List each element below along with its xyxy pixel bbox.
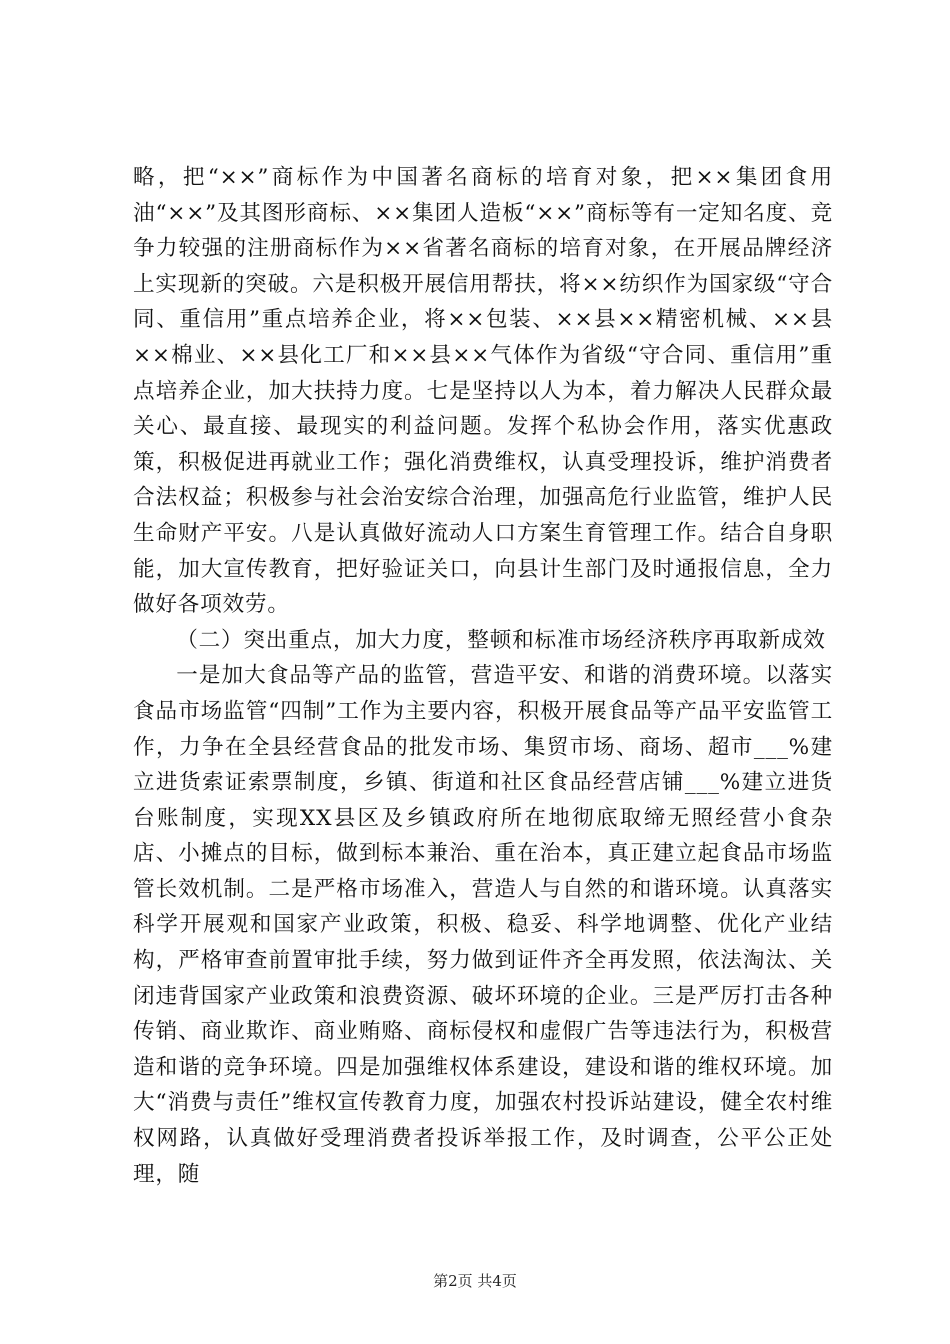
section-heading: （二）突出重点，加大力度，整顿和标准市场经济秩序再取新成效 <box>176 627 826 653</box>
body-paragraph: 略，把“××”商标作为中国著名商标的培育对象，把××集团食用油“××”及其图形商标、××集团人造板“××”商标等有一定知名度、竞争力较强的注册商标作为××省著名商标的培育对象，在开展品牌经济上实现新的突破。六是积极开展信用帮扶，将××纺织作为国家级“守合同、重信用”重点培养企业，将××包装、××县××精密机械、××县××棉业、××县化工厂和××县××气体作为省级“守合同、重信用”重点培养企业，加大扶持力度。七是坚持以人为本，着力解决人民群众最关心、最直接、最现实的利益问题。发挥个私协会作用，落实优惠政策，积极促进再就业工作；强化消费维权，认真受理投诉，维护消费者合法权益；积极参与社会治安综合治理，加强高危行业监管，维护人民生命财产平安。八是认真做好流动人口方案生育管理工作。结合自身职能，加大宣传教育，把好验证关口，向县计生部门及时通报信息，全力做好各项效劳。 <box>133 165 833 618</box>
page-footer: 第2页 共4页 <box>433 1272 517 1290</box>
document-body <box>133 160 833 1192</box>
body-paragraph: 一是加大食品等产品的监管，营造平安、和谐的消费环境。以落实食品市场监管“四制”工作为主要内容，积极开展食品等产品平安监管工作，力争在全县经营食品的批发市场、集贸市场、商场、超市___%建立进货索证索票制度，乡镇、街道和社区食品经营店铺___%建立进货台账制度，实现XX县区及乡镇政府所在地彻底取缔无照经营小食杂店、小摊点的目标，做到标本兼治、重在治本，真正建立起食品市场监管长效机制。二是严格市场准入，营造人与自然的和谐环境。认真落实科学开展观和国家产业政策，积极、稳妥、科学地调整、优化产业结构，严格审查前置审批手续，努力做到证件齐全再发照，依法淘汰、关闭违背国家产业政策和浪费资源、破坏环境的企业。三是严厉打击各种传销、商业欺诈、商业贿赂、商标侵权和虚假广告等违法行为，积极营造和谐的竞争环境。四是加强维权体系建设，建设和谐的维权环境。加大“消费与责任”维权宣传教育力度，加强农村投诉站建设，健全农村维权网路，认真做好受理消费者投诉举报工作，及时调查，公平公正处理，随 <box>133 663 833 1187</box>
